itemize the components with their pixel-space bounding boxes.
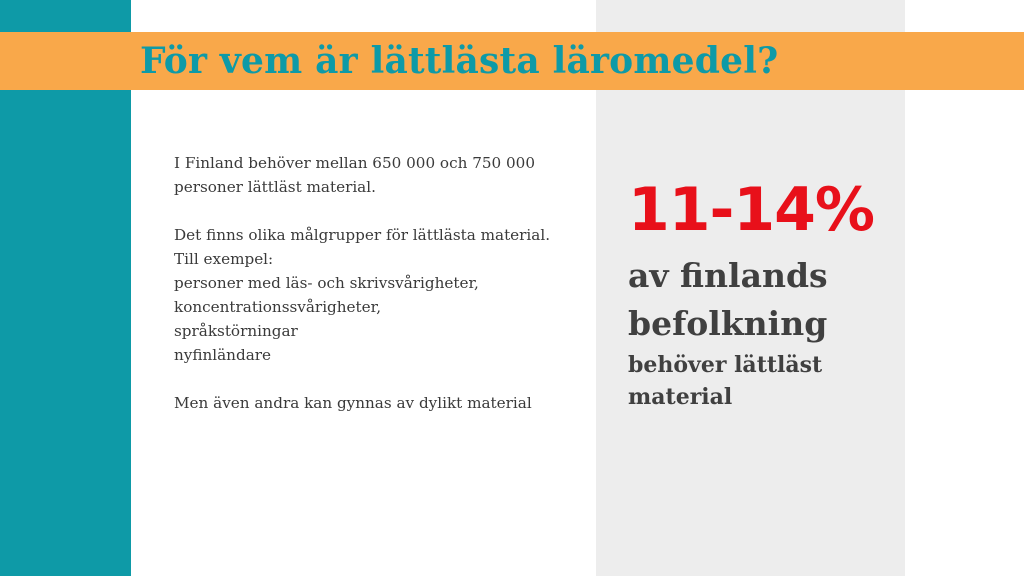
body-paragraph-1: I Finland behöver mellan 650 000 och 750 000 personer lättläst material. <box>174 154 535 196</box>
slide-title: För vem är lättlästa läromedel? <box>140 40 779 82</box>
stat-line-3: behöver lättläst material <box>628 352 823 410</box>
stat-line-2: befolkning <box>628 304 828 343</box>
stat-percentage: 11-14% <box>628 175 875 245</box>
example-item: personer med läs- och skrivsvårigheter, <box>174 274 479 292</box>
body-paragraph-2-line-2: Till exempel: <box>174 250 274 268</box>
stat-line-1: av finlands <box>628 256 828 295</box>
body-paragraph-3: Men även andra kan gynnas av dylikt material <box>174 394 532 412</box>
example-item: koncentrationssvårigheter, <box>174 298 382 316</box>
body-text <box>174 151 564 415</box>
example-item: språkstörningar <box>174 322 298 340</box>
body-paragraph-2-line-1: Det finns olika målgrupper för lättlästa material. <box>174 226 551 244</box>
example-item: nyfinländare <box>174 346 271 364</box>
